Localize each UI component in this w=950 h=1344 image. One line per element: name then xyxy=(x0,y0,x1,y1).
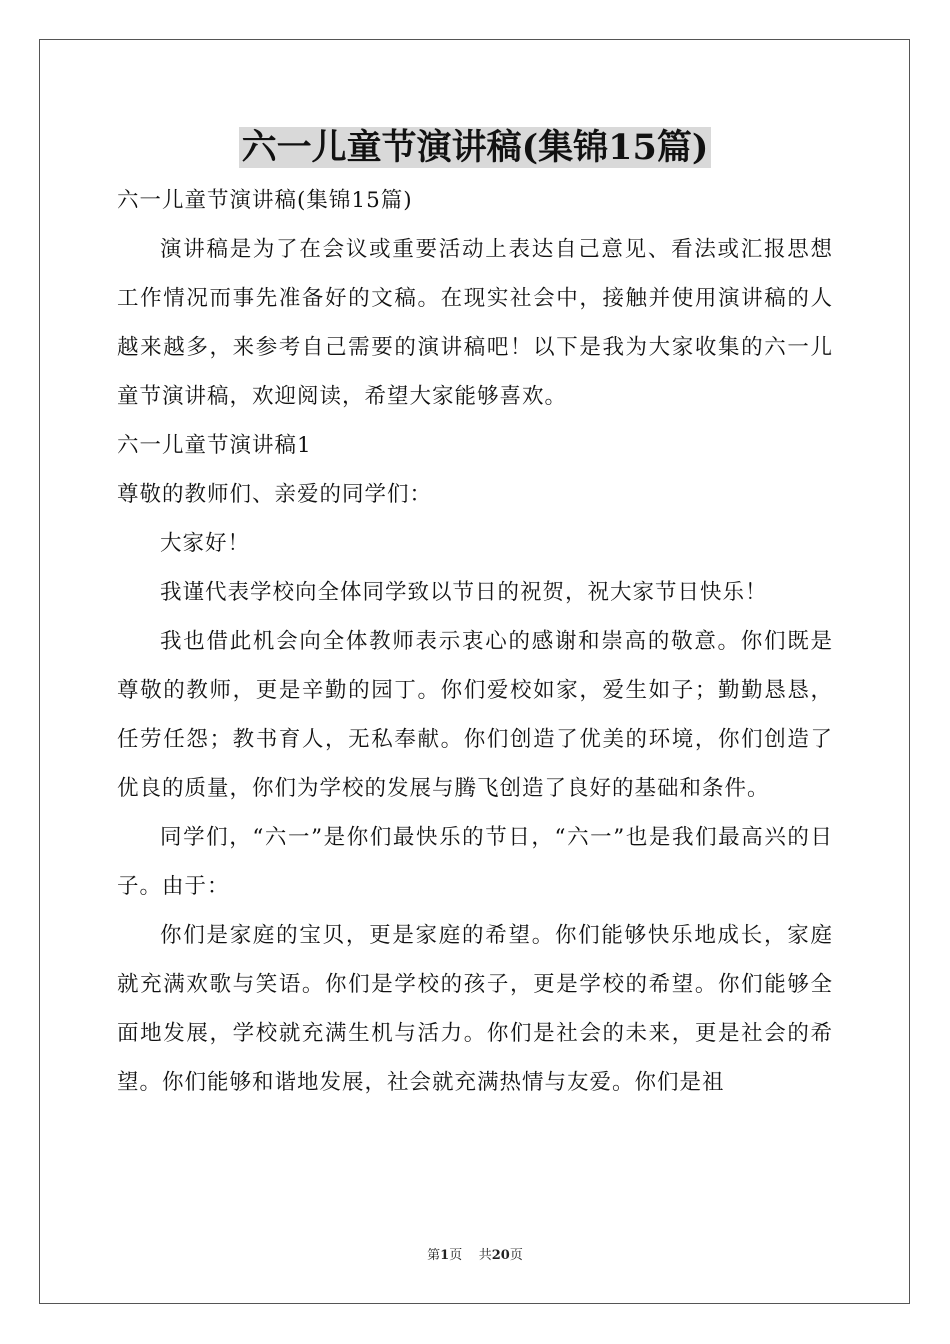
paragraph: 尊敬的教师们、亲爱的同学们： xyxy=(117,482,433,507)
document-title xyxy=(0,124,950,172)
footer-page-prefix: 第 xyxy=(427,1248,441,1263)
paragraph: 大家好！ xyxy=(160,531,251,556)
paragraph: 我也借此机会向全体教师表示衷心的感谢和崇高的敬意。你们既是尊敬的教师，更是辛勤的园丁。你们爱校如家，爱生如子；勤勤恳恳，任劳任怨；教书育人，无私奉献。你们创造了优美的环境，你们创造了优良的质量，你们为学校的发展与腾飞创造了良好的基础和条件。 xyxy=(117,629,833,801)
page-footer xyxy=(0,1247,950,1265)
footer-page-suffix: 页 xyxy=(449,1248,463,1263)
footer-total-pages: 20 xyxy=(491,1248,510,1263)
paragraph: 你们是家庭的宝贝，更是家庭的希望。你们能够快乐地成长，家庭就充满欢歌与笑语。你们是学校的孩子，更是学校的希望。你们能够全面地发展，学校就充满生机与活力。你们是社会的未来，更是社会的希望。你们能够和谐地发展，社会就充满热情与友爱。你们是祖 xyxy=(117,923,833,1095)
footer-total-prefix: 共 xyxy=(478,1248,492,1263)
paragraph: 六一儿童节演讲稿(集锦15篇) xyxy=(117,188,413,213)
paragraph: 同学们，“六一”是你们最快乐的节日，“六一”也是我们最高兴的日子。由于： xyxy=(117,825,833,899)
paragraph: 六一儿童节演讲稿1 xyxy=(117,433,312,458)
footer-page-number: 1 xyxy=(440,1248,450,1263)
paragraph: 我谨代表学校向全体同学致以节日的祝贺，祝大家节日快乐！ xyxy=(160,580,768,605)
document-title-text: 六一儿童节演讲稿(集锦15篇) xyxy=(239,127,712,168)
paragraph: 演讲稿是为了在会议或重要活动上表达自己意见、看法或汇报思想工作情况而事先准备好的文稿。在现实社会中，接触并使用演讲稿的人越来越多，来参考自己需要的演讲稿吧！以下是我为大家收集的六一儿童节演讲稿，欢迎阅读，希望大家能够喜欢。 xyxy=(117,237,833,409)
document-body xyxy=(117,176,833,1107)
footer-total-suffix: 页 xyxy=(509,1248,523,1263)
